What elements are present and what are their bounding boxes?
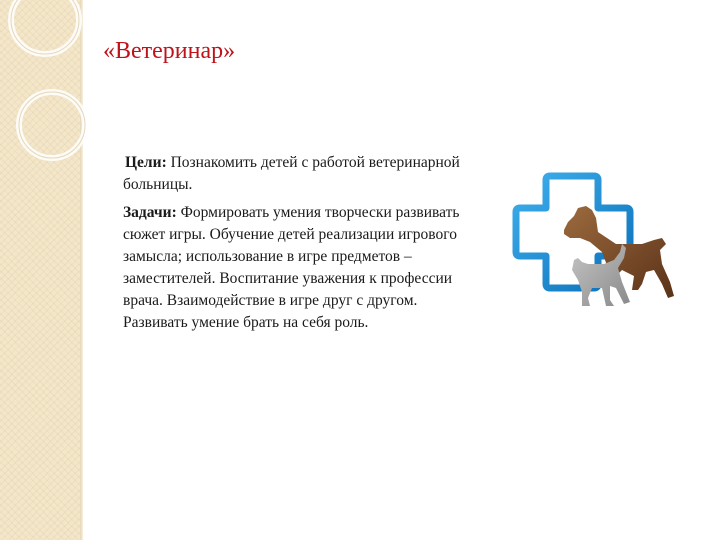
goals-paragraph	[123, 152, 483, 196]
tasks-text: Формировать умения творчески развивать сюжет игры. Обучение детей реализации игрового замысла; использование в игре предметов – заместителей. Воспитание уважения к профессии врача. Взаимодействие в игре друг с другом. Развивать умение брать на себя роль.	[123, 204, 460, 331]
tasks-label: Задачи:	[123, 204, 177, 221]
goals-label: Цели:	[125, 154, 167, 171]
slide-title: «Ветеринар»	[103, 38, 236, 64]
vet-logo	[512, 172, 682, 312]
decorative-rings	[0, 0, 120, 200]
tasks-paragraph	[123, 202, 483, 334]
slide-body	[123, 152, 483, 340]
goals-text: Познакомить детей с работой ветеринарной больницы.	[123, 154, 460, 193]
